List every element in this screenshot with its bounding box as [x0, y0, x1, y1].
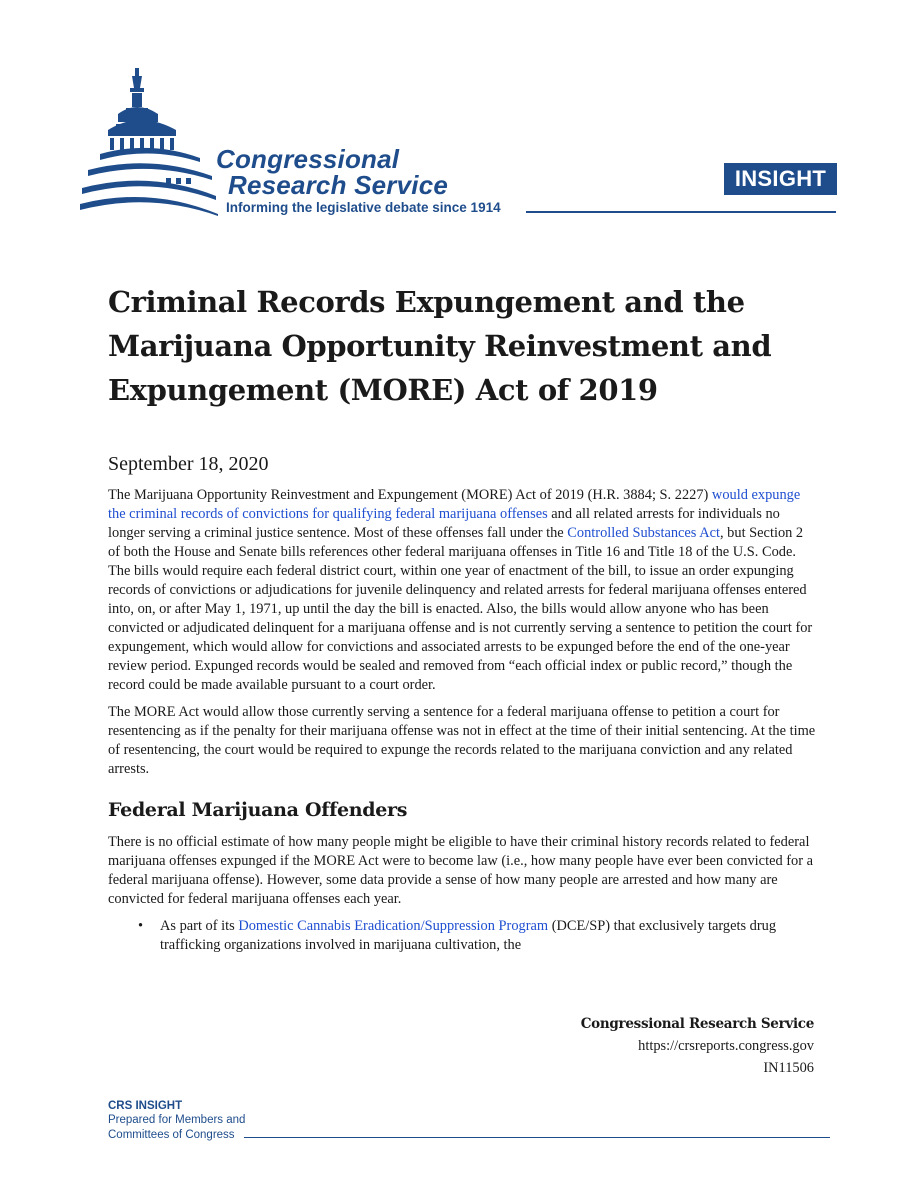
footer-rule [244, 1137, 830, 1138]
crs-logo [80, 66, 550, 224]
insight-badge: INSIGHT [724, 163, 837, 195]
footer-citation [581, 1013, 814, 1079]
list-item [108, 917, 816, 955]
footer-prepared-line-1: Prepared for Members and [108, 1114, 246, 1126]
paragraph-intro-text-2: and all related arrests for individuals no longer serving a criminal justice sentence. Most of these offenses fall under the [108, 506, 780, 541]
footer-crs-insight: CRS INSIGHT [108, 1100, 183, 1112]
controlled-substances-act-link[interactable]: Controlled Substances Act [567, 525, 720, 541]
paragraph-intro-text-1: The Marijuana Opportunity Reinvestment and Expungement (MORE) Act of 2019 (H.R. 3884; S. 2227) [108, 487, 712, 503]
publication-date: September 18, 2020 [108, 453, 269, 475]
footer-prepared-line-2: Committees of Congress [108, 1129, 235, 1141]
logo-line-congressional: Congressional [216, 144, 400, 174]
expunge-records-link[interactable]: would expunge the criminal records of convictions for qualifying federal marijuana offenses [108, 487, 801, 522]
title-line-2: Marijuana Opportunity Reinvestment and [108, 329, 772, 363]
capitol-dome-icon [80, 66, 230, 216]
dce-sp-program-link[interactable]: Domestic Cannabis Eradication/Suppression Program [238, 918, 549, 934]
paragraph-resentencing: The MORE Act would allow those currently serving a sentence for a federal marijuana offense to petition a court for resentencing as if the penalty for their marijuana offense was not in effect at the time of their initial sentencing. At the time of resentencing, the court would be required to expunge the records related to the marijuana conviction and any related arrests. [108, 704, 816, 777]
crs-insight-footer [108, 1100, 245, 1143]
paragraph-intro [108, 486, 816, 695]
section-heading-federal-marijuana-offenders: Federal Marijuana Offenders [108, 799, 408, 821]
bullet-text-2: (DCE/SP) that exclusively targets drug trafficking organizations involved in marijuana cultivation, the [160, 918, 777, 953]
footer-org-name: Congressional Research Service [580, 1016, 814, 1032]
bullet-text-1: As part of its [160, 918, 239, 934]
bullet-icon: • [138, 918, 144, 934]
header-rule [526, 211, 836, 213]
paragraph-offenders: There is no official estimate of how many people might be eligible to have their criminal history records related to federal marijuana offenses expunged if the MORE Act were to become law (i.e., how many people have ever been convicted for a federal marijuana offense). However, some data provide a sense of how many people are arrested and how many are convicted for federal marijuana offenses each year. [108, 834, 814, 907]
title-line-1: Criminal Records Expungement and the [108, 285, 745, 319]
logo-tagline: Informing the legislative debate since 1914 [226, 200, 501, 215]
title-line-3: Expungement (MORE) Act of 2019 [108, 373, 658, 407]
footer-report-id: IN11506 [763, 1060, 814, 1076]
logo-line-research-service: Research Service [228, 170, 449, 200]
page-title [108, 280, 828, 412]
document-body [108, 486, 816, 955]
footer-url[interactable]: https://crsreports.congress.gov [638, 1038, 814, 1054]
paragraph-intro-text-3: , but Section 2 of both the House and Senate bills references other federal marijuana offenses in Title 16 and Title 18 of the U.S. Code. The bills would require each federal district court, within one year of enactment of the bill, to issue an order expunging records of convictions or adjudications for juvenile delinquency and related arrests for federal marijuana offenses entered into, on, or after May 1, 1971, up until the day the bill is enacted. Also, the bills would allow anyone who has been convicted or adjudicated delinquent for a marijuana offense and is not currently serving a sentence to petition the court for expungement, which would allow for convictions and associated arrests to be expunged before the end of the one-year review period. Expunged records would be sealed and removed from “each official index or public record,” though the record could be made available pursuant to a court order. [108, 525, 813, 693]
